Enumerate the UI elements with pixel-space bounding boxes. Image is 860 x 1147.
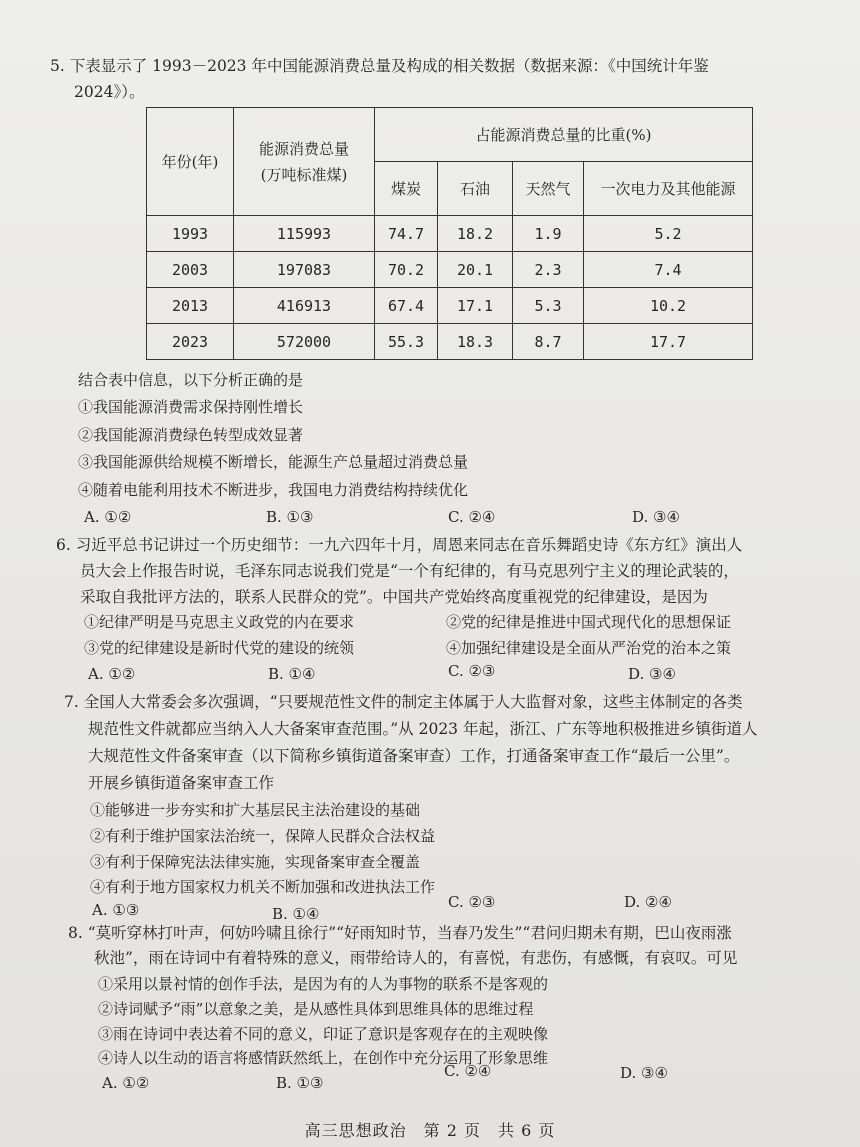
cell-other: 7.4	[584, 252, 753, 288]
q5-choice-d[interactable]: D. ③④	[632, 508, 680, 526]
cell-gas: 2.3	[513, 252, 584, 288]
q6-choice-d[interactable]: D. ③④	[628, 665, 676, 683]
table-row	[147, 252, 753, 288]
q5-stem-line1: 5. 下表显示了 1993－2023 年中国能源消费总量及构成的相关数据（数据来源：《中国统计年鉴	[50, 57, 709, 75]
q7-stem-line1: 7. 全国人大常委会多次强调，“只要规范性文件的制定主体属于人大监督对象，这些主体制定的各类	[64, 693, 743, 711]
cell-oil: 20.1	[438, 252, 513, 288]
q7-item-3: ③有利于保障宪法法律实施，实现备案审查全覆盖	[90, 853, 421, 871]
q7-choice-a[interactable]: A. ①③	[92, 901, 140, 919]
cell-gas: 1.9	[513, 216, 584, 252]
q6-choice-c[interactable]: C. ②③	[448, 662, 496, 680]
q6-item-2: ②党的纪律是推进中国式现代化的思想保证	[446, 613, 732, 631]
q8-item-1: ①采用以景衬情的创作手法，是因为有的人为事物的联系不是客观的	[98, 975, 549, 993]
q7-stem-line2: 规范性文件就都应当纳入人大备案审查范围。”从 2023 年起，浙江、广东等地积极推进乡镇街道人	[88, 720, 758, 738]
q5-item-4: ④随着电能利用技术不断进步，我国电力消费结构持续优化	[78, 481, 469, 499]
cell-gas: 8.7	[513, 324, 584, 360]
q7-choice-b[interactable]: B. ①④	[272, 905, 320, 923]
cell-year: 2013	[147, 288, 234, 324]
q6-item-1: ①纪律严明是马克思主义政党的内在要求	[84, 613, 355, 631]
cell-gas: 5.3	[513, 288, 584, 324]
cell-total: 572000	[234, 324, 375, 360]
page-footer: 高三思想政治 第 2 页 共 6 页	[304, 1121, 556, 1140]
q6-item-3: ③党的纪律建设是新时代党的建设的统领	[84, 639, 355, 657]
q7-item-4: ④有利于地方国家权力机关不断加强和改进执法工作	[90, 878, 436, 896]
cell-year: 1993	[147, 216, 234, 252]
table-row	[147, 324, 753, 360]
q6-item-4: ④加强纪律建设是全面从严治党的治本之策	[446, 639, 732, 657]
q6-stem-line1: 6. 习近平总书记讲过一个历史细节：一九六四年十月，周恩来同志在音乐舞蹈史诗《东方红》演出人	[56, 536, 743, 554]
cell-other: 10.2	[584, 288, 753, 324]
cell-oil: 18.3	[438, 324, 513, 360]
q6-choice-b[interactable]: B. ①④	[268, 665, 316, 683]
cell-oil: 18.2	[438, 216, 513, 252]
q8-choice-c[interactable]: C. ②④	[444, 1062, 492, 1080]
q5-stem-line2: 2024》）。	[74, 83, 145, 101]
cell-coal: 70.2	[375, 252, 438, 288]
q7-choice-c[interactable]: C. ②③	[448, 893, 496, 911]
header-share: 占能源消费总量的比重(%)	[375, 108, 753, 162]
q8-item-4: ④诗人以生动的语言将感情跃然纸上，在创作中充分运用了形象思维	[98, 1049, 549, 1067]
q7-stem-line3: 大规范性文件备案审查（以下简称乡镇街道备案审查）工作，打通备案审查工作“最后一公里”。	[88, 747, 740, 765]
q8-item-2: ②诗词赋予“雨”以意象之美，是从感性具体到思维具体的思维过程	[98, 1000, 534, 1018]
header-other: 一次电力及其他能源	[584, 162, 753, 216]
header-year: 年份(年)	[147, 108, 234, 216]
q8-stem-line2: 秋池”，雨在诗词中有着特殊的意义，雨带给诗人的，有喜悦，有悲伤，有感慨，有哀叹。可见	[94, 949, 738, 967]
header-coal: 煤炭	[375, 162, 438, 216]
cell-year: 2003	[147, 252, 234, 288]
q5-item-2: ②我国能源消费绿色转型成效显著	[78, 426, 304, 444]
cell-coal: 55.3	[375, 324, 438, 360]
cell-total: 197083	[234, 252, 375, 288]
cell-year: 2023	[147, 324, 234, 360]
header-gas: 天然气	[513, 162, 584, 216]
q7-choice-d[interactable]: D. ②④	[624, 893, 672, 911]
cell-other: 5.2	[584, 216, 753, 252]
q7-item-1: ①能够进一步夯实和扩大基层民主法治建设的基础	[90, 801, 421, 819]
q8-stem-line1: 8. “莫听穿林打叶声，何妨吟啸且徐行”“好雨知时节，当春乃发生”“君问归期未有期，巴山夜雨涨	[68, 924, 732, 942]
q6-stem-line3: 采取自我批评方法的，联系人民群众的党”。中国共产党始终高度重视党的纪律建设，是因为	[80, 588, 708, 606]
cell-coal: 74.7	[375, 216, 438, 252]
q8-choice-d[interactable]: D. ③④	[620, 1064, 668, 1082]
cell-other: 17.7	[584, 324, 753, 360]
q6-stem-line2: 员大会上作报告时说，毛泽东同志说我们党是“一个有纪律的，有马克思列宁主义的理论武装的，	[80, 562, 739, 580]
table-row	[147, 288, 753, 324]
q8-choice-a[interactable]: A. ①②	[102, 1074, 150, 1092]
q5-prompt: 结合表中信息，以下分析正确的是	[78, 371, 304, 389]
q6-choice-a[interactable]: A. ①②	[88, 665, 136, 683]
q5-item-3: ③我国能源供给规模不断增长，能源生产总量超过消费总量	[78, 453, 469, 471]
header-oil: 石油	[438, 162, 513, 216]
header-total: 能源消费总量 (万吨标准煤)	[234, 108, 375, 216]
cell-total: 115993	[234, 216, 375, 252]
q5-choice-c[interactable]: C. ②④	[448, 508, 496, 526]
q8-item-3: ③雨在诗词中表达着不同的意义，印证了意识是客观存在的主观映像	[98, 1025, 549, 1043]
q5-choice-b[interactable]: B. ①③	[266, 508, 314, 526]
cell-total: 416913	[234, 288, 375, 324]
table-row	[147, 216, 753, 252]
q5-choice-a[interactable]: A. ①②	[84, 508, 132, 526]
q7-stem-line4: 开展乡镇街道备案审查工作	[88, 774, 275, 792]
q8-choice-b[interactable]: B. ①③	[276, 1074, 324, 1092]
cell-oil: 17.1	[438, 288, 513, 324]
energy-table	[146, 107, 753, 360]
q7-item-2: ②有利于维护国家法治统一，保障人民群众合法权益	[90, 827, 436, 845]
cell-coal: 67.4	[375, 288, 438, 324]
q5-item-1: ①我国能源消费需求保持刚性增长	[78, 398, 304, 416]
